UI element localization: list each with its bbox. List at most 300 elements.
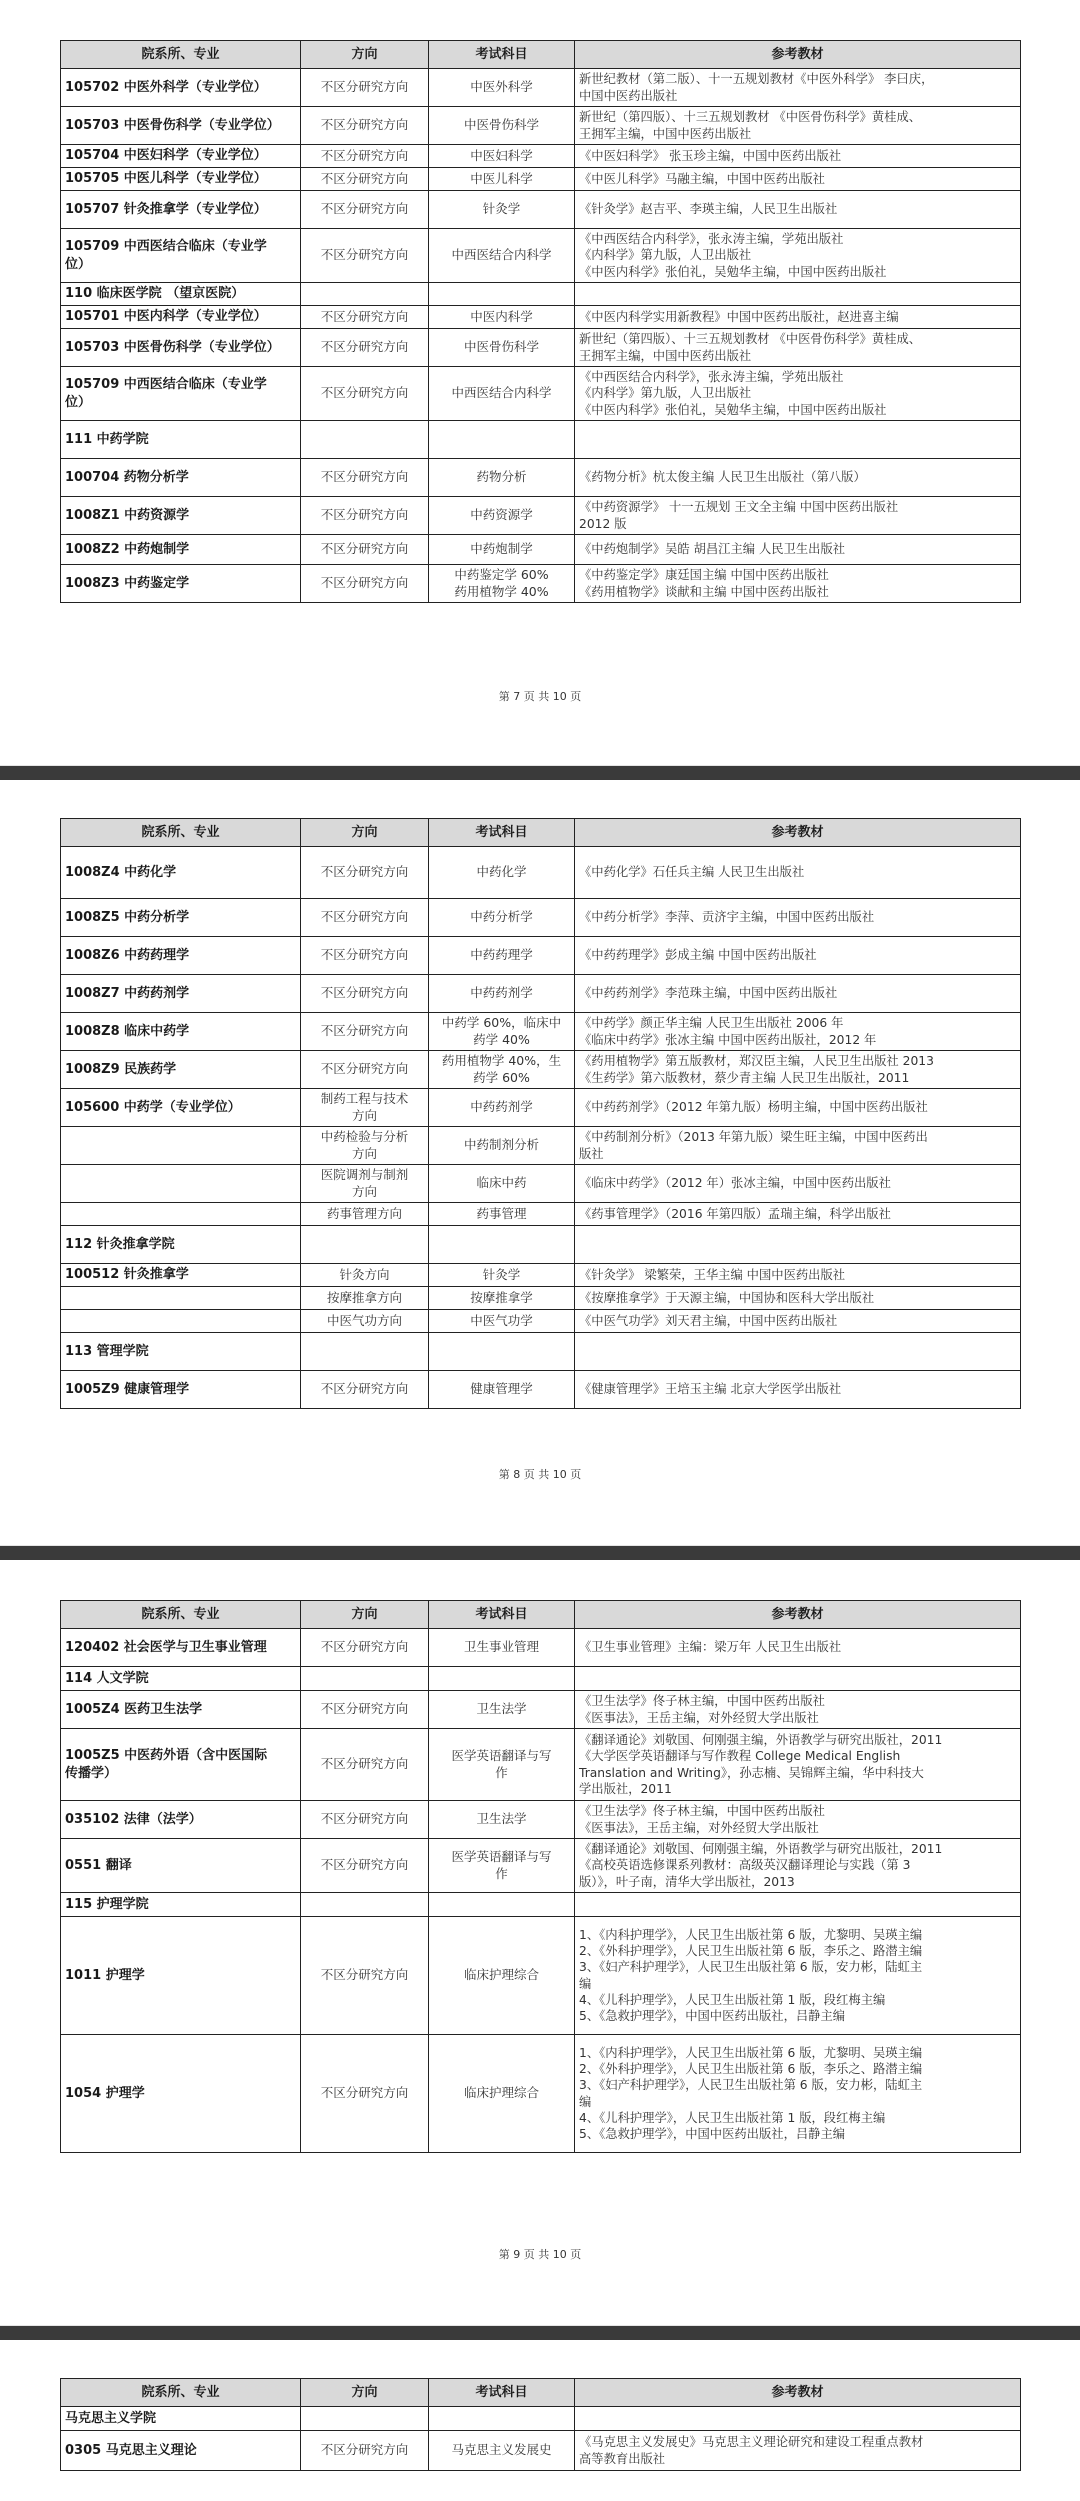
- textbook-cell: [575, 306, 1021, 329]
- cell-line: 《大学医学英语翻译与写作教程 College Medical English: [579, 1749, 901, 1764]
- cell-line: [65, 1205, 296, 1222]
- table-page-8: [60, 818, 1021, 1409]
- cell-line: 0551 翻译: [65, 1857, 132, 1873]
- direction-cell: [301, 168, 429, 191]
- cell-line: [579, 2410, 1016, 2426]
- direction-cell: [301, 1165, 429, 1203]
- cell-line: 1008Z6 中药药理学: [65, 947, 190, 963]
- table-row: [61, 565, 1021, 603]
- table-row: [61, 283, 1021, 306]
- cell-line: 3、《妇产科护理学》，人民卫生出版社第 6 版，安力彬，陆虹主: [579, 1960, 923, 1975]
- cell-line: [305, 1343, 424, 1360]
- cell-line: 不区分研究方向: [320, 1967, 409, 1983]
- subject-cell: [429, 975, 575, 1013]
- cell-line: 120402 社会医学与卫生事业管理: [65, 1639, 267, 1655]
- table-row: [61, 1333, 1021, 1371]
- cell-line: 111 中药学院: [65, 431, 149, 447]
- cell-line: [65, 1289, 296, 1306]
- cell-line: 方向: [351, 1145, 377, 1161]
- dept-cell: [61, 1371, 301, 1409]
- cell-line: 《中药制剂分析》（2013 年第九版）梁生旺主编，中国中医药出: [579, 1130, 928, 1145]
- cell-line: 1008Z7 中药药剂学: [65, 985, 190, 1001]
- cell-line: 105704 中医妇科学（专业学位）: [65, 148, 267, 164]
- direction-cell: [301, 1310, 429, 1333]
- cell-line: 2、《外科护理学》，人民卫生出版社第 6 版，李乐之、路潜主编: [579, 2062, 923, 2077]
- table-row: [61, 107, 1021, 145]
- cell-line: 《中医内科学》张伯礼，吴勉华主编，中国中医药出版社: [579, 264, 887, 279]
- page-footer: 第 9 页 共 10 页: [498, 2248, 582, 2261]
- subject-cell: [429, 1729, 575, 1801]
- table-row: [61, 229, 1021, 283]
- page-9: [0, 1560, 1080, 2325]
- subject-cell: [429, 497, 575, 535]
- cell-line: [433, 286, 570, 303]
- cell-line: [579, 286, 1016, 302]
- cell-line: 《中医内科学》张伯礼，吴勉华主编，中国中医药出版社: [579, 402, 887, 417]
- cell-line: 《按摩推拿学》于天源主编，中国协和医科大学出版社: [579, 1290, 875, 1305]
- cell-line: 《卫生法学》佟子林主编，中国中医药出版社: [579, 1804, 825, 1819]
- table-row: [61, 899, 1021, 937]
- dept-cell: [61, 1127, 301, 1165]
- subject-cell: [429, 168, 575, 191]
- table-row: [61, 1691, 1021, 1729]
- textbook-cell: [575, 107, 1021, 145]
- cell-line: 《中药炮制学》吴皓 胡昌江主编 人民卫生出版社: [579, 542, 846, 557]
- subject-cell: [429, 1333, 575, 1371]
- table-row: [61, 1893, 1021, 1917]
- dept-cell: [61, 283, 301, 306]
- cell-line: 健康管理学: [470, 1381, 533, 1397]
- textbook-cell: [575, 1264, 1021, 1287]
- subject-cell: [429, 2407, 575, 2431]
- direction-cell: [301, 1264, 429, 1287]
- cell-line: 2012 版: [579, 516, 627, 531]
- header-subject: 考试科目: [429, 2379, 575, 2407]
- dept-cell: [61, 2407, 301, 2431]
- cell-line: 不区分研究方向: [320, 1701, 409, 1717]
- cell-line: 112 针灸推拿学院: [65, 1236, 175, 1252]
- cell-line: 《马克思主义发展史》马克思主义理论研究和建设工程重点教材: [579, 2435, 924, 2450]
- cell-line: 中药检验与分析: [320, 1129, 409, 1144]
- cell-line: 中医骨伤科学: [463, 339, 539, 355]
- dept-cell: [61, 191, 301, 229]
- cell-line: 《医事法》，王岳主编，对外经贸大学出版社: [579, 1710, 819, 1725]
- cell-line: 药事管理方向: [326, 1205, 402, 1221]
- cell-line: 针灸学: [482, 1266, 521, 1282]
- cell-line: 制药工程与技术: [320, 1091, 409, 1106]
- cell-line: 0305 马克思主义理论: [65, 2442, 197, 2458]
- table-row: [61, 69, 1021, 107]
- cell-line: 114 人文学院: [65, 1670, 149, 1686]
- cell-line: 不区分研究方向: [320, 507, 409, 523]
- direction-cell: [301, 145, 429, 168]
- dept-cell: [61, 497, 301, 535]
- table-row: [61, 1203, 1021, 1226]
- table-row: [61, 2407, 1021, 2431]
- textbook-cell: [575, 1089, 1021, 1127]
- cell-line: 《中药分析学》李萍、贡济宇主编，中国中医药出版社: [579, 910, 875, 925]
- cell-line: [433, 431, 570, 448]
- direction-cell: [301, 191, 429, 229]
- cell-line: 临床护理综合: [463, 2085, 539, 2101]
- header-direction: 方向: [301, 819, 429, 847]
- header-dept: 院系所、专业: [61, 41, 301, 69]
- cell-line: 4、《儿科护理学》，人民卫生出版社第 1 版，段红梅主编: [579, 1992, 886, 2007]
- header-dept: 院系所、专业: [61, 2379, 301, 2407]
- cell-line: 中药药理学: [470, 947, 533, 963]
- dept-cell: [61, 1917, 301, 2035]
- page-separator: [0, 2325, 1080, 2340]
- direction-cell: [301, 2407, 429, 2431]
- textbook-cell: [575, 2431, 1021, 2471]
- textbook-cell: [575, 1127, 1021, 1165]
- direction-cell: [301, 367, 429, 421]
- table-row: [61, 975, 1021, 1013]
- cell-line: 药学 60%: [473, 1069, 530, 1085]
- page-separator: [0, 765, 1080, 780]
- cell-line: 高等教育出版社: [579, 2451, 666, 2466]
- textbook-cell: [575, 1287, 1021, 1310]
- cell-line: 中药炮制学: [470, 541, 533, 557]
- cell-line: 5、《急救护理学》，中国中医药出版社，吕静主编: [579, 2008, 846, 2023]
- cell-line: 105709 中西医结合临床（专业学: [65, 377, 267, 393]
- table-row: [61, 1013, 1021, 1051]
- table-row: [61, 1839, 1021, 1893]
- subject-cell: [429, 2431, 575, 2471]
- direction-cell: [301, 1226, 429, 1264]
- cell-line: 医院调剂与制剂: [320, 1167, 409, 1182]
- cell-line: [65, 1175, 296, 1192]
- cell-line: 临床护理综合: [463, 1967, 539, 1983]
- dept-cell: [61, 421, 301, 459]
- header-direction: 方向: [301, 41, 429, 69]
- cell-line: 035102 法律（法学）: [65, 1811, 202, 1827]
- header-textbook: 参考教材: [575, 1601, 1021, 1629]
- subject-cell: [429, 145, 575, 168]
- cell-line: 《生药学》第六版教材，蔡少青主编 人民卫生出版社，2011: [579, 1070, 910, 1085]
- cell-line: 不区分研究方向: [320, 469, 409, 485]
- table-row: [61, 937, 1021, 975]
- cell-line: 不区分研究方向: [320, 909, 409, 925]
- cell-line: 中国中医药出版社: [579, 88, 678, 103]
- cell-line: 位）: [65, 394, 92, 410]
- textbook-cell: [575, 1801, 1021, 1839]
- direction-cell: [301, 1667, 429, 1691]
- direction-cell: [301, 535, 429, 565]
- table-row: [61, 306, 1021, 329]
- cell-line: 3、《妇产科护理学》，人民卫生出版社第 6 版，安力彬，陆虹主: [579, 2078, 923, 2093]
- direction-cell: [301, 1287, 429, 1310]
- cell-line: 不区分研究方向: [320, 541, 409, 557]
- table-row: [61, 1051, 1021, 1089]
- cell-line: 针灸方向: [339, 1266, 390, 1282]
- cell-line: 《卫生事业管理》主编：梁万年 人民卫生出版社: [579, 1640, 842, 1655]
- table-row: [61, 1127, 1021, 1165]
- cell-line: 中药药剂学: [470, 985, 533, 1001]
- table-row: [61, 1089, 1021, 1127]
- cell-line: 作: [495, 1764, 508, 1780]
- cell-line: 《中药鉴定学》康廷国主编 中国中医药出版社: [579, 568, 829, 583]
- textbook-cell: [575, 535, 1021, 565]
- cell-line: 药用植物学 40%，生: [441, 1053, 562, 1068]
- direction-cell: [301, 306, 429, 329]
- dept-cell: [61, 459, 301, 497]
- subject-cell: [429, 1127, 575, 1165]
- table-row: [61, 329, 1021, 367]
- dept-cell: [61, 1203, 301, 1226]
- direction-cell: [301, 283, 429, 306]
- cell-line: 中医妇科学: [470, 147, 533, 163]
- dept-cell: [61, 1691, 301, 1729]
- cell-line: 不区分研究方向: [320, 117, 409, 133]
- cell-line: 105600 中药学（专业学位）: [65, 1099, 241, 1115]
- cell-line: 按摩推拿学: [470, 1289, 533, 1305]
- cell-line: 医学英语翻译与写: [451, 1849, 552, 1864]
- page-10: [0, 2340, 1080, 2501]
- header-subject: 考试科目: [429, 819, 575, 847]
- table-row: [61, 145, 1021, 168]
- textbook-cell: [575, 937, 1021, 975]
- cell-line: [433, 2410, 570, 2427]
- direction-cell: [301, 1371, 429, 1409]
- table-row: [61, 1629, 1021, 1667]
- cell-line: 105707 针灸推拿学（专业学位）: [65, 201, 267, 217]
- cell-line: 版）》，叶子南，清华大学出版社，2013: [579, 1874, 795, 1889]
- dept-cell: [61, 1333, 301, 1371]
- cell-line: [579, 1343, 1016, 1359]
- subject-cell: [429, 1287, 575, 1310]
- cell-line: 不区分研究方向: [320, 147, 409, 163]
- cell-line: 《中医儿科学》马融主编，中国中医药出版社: [579, 171, 825, 186]
- cell-line: 不区分研究方向: [320, 575, 409, 591]
- cell-line: 中西医结合内科学: [451, 385, 552, 401]
- cell-line: 《中医气功学》刘天君主编，中国中医药出版社: [579, 1313, 838, 1328]
- cell-line: 《中药药剂学》（2012 年第九版）杨明主编，中国中医药出版社: [579, 1100, 928, 1115]
- textbook-cell: [575, 2407, 1021, 2431]
- page-separator: [0, 1545, 1080, 1560]
- dept-cell: [61, 1013, 301, 1051]
- table-row: [61, 421, 1021, 459]
- direction-cell: [301, 459, 429, 497]
- cell-line: 不区分研究方向: [320, 339, 409, 355]
- direction-cell: [301, 937, 429, 975]
- direction-cell: [301, 1691, 429, 1729]
- direction-cell: [301, 2431, 429, 2471]
- direction-cell: [301, 975, 429, 1013]
- cell-line: 《临床中药学》张冰主编 中国中医药出版社，2012 年: [579, 1032, 877, 1047]
- cell-line: 编: [579, 2094, 592, 2109]
- dept-cell: [61, 899, 301, 937]
- dept-cell: [61, 1264, 301, 1287]
- header-dept: 院系所、专业: [61, 1601, 301, 1629]
- textbook-cell: [575, 168, 1021, 191]
- cell-line: 不区分研究方向: [320, 201, 409, 217]
- direction-cell: [301, 1013, 429, 1051]
- cell-line: 不区分研究方向: [320, 79, 409, 95]
- table-row: [61, 459, 1021, 497]
- cell-line: 1008Z5 中药分析学: [65, 909, 190, 925]
- cell-line: 位）: [65, 256, 92, 272]
- cell-line: 105703 中医骨伤科学（专业学位）: [65, 117, 280, 133]
- cell-line: 《中西医结合内科学》，张永涛主编，学苑出版社: [579, 370, 844, 385]
- cell-line: 卫生法学: [476, 1811, 527, 1827]
- dept-cell: [61, 329, 301, 367]
- textbook-cell: [575, 899, 1021, 937]
- cell-line: 按摩推拿方向: [326, 1289, 402, 1305]
- cell-line: 115 护理学院: [65, 1896, 149, 1912]
- table-row: [61, 191, 1021, 229]
- cell-line: 113 管理学院: [65, 1343, 149, 1359]
- cell-line: 不区分研究方向: [320, 2085, 409, 2101]
- dept-cell: [61, 145, 301, 168]
- cell-line: 5、《急救护理学》，中国中医药出版社，吕静主编: [579, 2126, 846, 2141]
- textbook-cell: [575, 1165, 1021, 1203]
- table-row: [61, 1667, 1021, 1691]
- direction-cell: [301, 1089, 429, 1127]
- cell-line: 1、《内科护理学》，人民卫生出版社第 6 版，尤黎明、吴瑛主编: [579, 1927, 923, 1942]
- textbook-cell: [575, 1667, 1021, 1691]
- subject-cell: [429, 1089, 575, 1127]
- cell-line: [579, 1896, 1016, 1912]
- cell-line: Translation and Writing》，孙志楠、吴锦辉主编，华中科技大: [579, 1765, 924, 1780]
- table-row: [61, 535, 1021, 565]
- cell-line: [305, 2410, 424, 2427]
- cell-line: 《针灸学》赵吉平、李瑛主编，人民卫生出版社: [579, 202, 838, 217]
- cell-line: 《医事法》，王岳主编，对外经贸大学出版社: [579, 1820, 819, 1835]
- page-7: [0, 0, 1080, 765]
- cell-line: 临床中药: [476, 1175, 527, 1191]
- cell-line: 药事管理: [476, 1205, 527, 1221]
- subject-cell: [429, 1893, 575, 1917]
- header-textbook: 参考教材: [575, 41, 1021, 69]
- direction-cell: [301, 1839, 429, 1893]
- table-row: [61, 1287, 1021, 1310]
- textbook-cell: [575, 1013, 1021, 1051]
- cell-line: 不区分研究方向: [320, 308, 409, 324]
- direction-cell: [301, 229, 429, 283]
- cell-line: [305, 1896, 424, 1913]
- dept-cell: [61, 2035, 301, 2153]
- textbook-cell: [575, 421, 1021, 459]
- subject-cell: [429, 1203, 575, 1226]
- header-textbook: 参考教材: [575, 2379, 1021, 2407]
- cell-line: 传播学）: [65, 1765, 118, 1781]
- cell-line: 卫生法学: [476, 1701, 527, 1717]
- cell-line: 中药化学: [476, 864, 527, 880]
- subject-cell: [429, 1691, 575, 1729]
- cell-line: 《药物分析》杭太俊主编 人民卫生出版社（第八版）: [579, 470, 866, 485]
- cell-line: 《卫生法学》佟子林主编，中国中医药出版社: [579, 1694, 825, 1709]
- cell-line: 《中医内科学实用新教程》中国中医药出版社，赵进喜主编: [579, 309, 899, 324]
- cell-line: 中西医结合内科学: [451, 247, 552, 263]
- cell-line: [65, 1312, 296, 1329]
- cell-line: 不区分研究方向: [320, 1857, 409, 1873]
- table-row: [61, 2035, 1021, 2153]
- dept-cell: [61, 306, 301, 329]
- direction-cell: [301, 1729, 429, 1801]
- direction-cell: [301, 1801, 429, 1839]
- cell-line: 医学英语翻译与写: [451, 1748, 552, 1763]
- table-row: [61, 497, 1021, 535]
- cell-line: [579, 1236, 1016, 1252]
- cell-line: 王拥军主编，中国中医药出版社: [579, 348, 752, 363]
- cell-line: 中药药剂学: [470, 1099, 533, 1115]
- dept-cell: [61, 1287, 301, 1310]
- subject-cell: [429, 847, 575, 899]
- header-direction: 方向: [301, 1601, 429, 1629]
- direction-cell: [301, 1051, 429, 1089]
- cell-line: 方向: [351, 1107, 377, 1123]
- dept-cell: [61, 229, 301, 283]
- cell-line: 1、《内科护理学》，人民卫生出版社第 6 版，尤黎明、吴瑛主编: [579, 2045, 923, 2060]
- subject-cell: [429, 459, 575, 497]
- cell-line: 1005Z4 医药卫生法学: [65, 1701, 203, 1717]
- dept-cell: [61, 1629, 301, 1667]
- cell-line: 马克思主义发展史: [451, 2442, 552, 2458]
- textbook-cell: [575, 1839, 1021, 1893]
- dept-cell: [61, 69, 301, 107]
- subject-cell: [429, 283, 575, 306]
- cell-line: 中药学 60%，临床中: [441, 1015, 562, 1030]
- subject-cell: [429, 1310, 575, 1333]
- subject-cell: [429, 2035, 575, 2153]
- cell-line: 不区分研究方向: [320, 1061, 409, 1077]
- direction-cell: [301, 899, 429, 937]
- cell-line: 1011 护理学: [65, 1967, 145, 1983]
- cell-line: 1054 护理学: [65, 2085, 145, 2101]
- cell-line: 药用植物学 40%: [454, 583, 549, 599]
- cell-line: 1008Z1 中药资源学: [65, 507, 190, 523]
- table-row: [61, 847, 1021, 899]
- cell-line: 不区分研究方向: [320, 2442, 409, 2458]
- cell-line: 新世纪（第四版）、十三五规划教材 《中医骨伤科学》黄桂成、: [579, 332, 922, 347]
- direction-cell: [301, 2035, 429, 2153]
- cell-line: 中医内科学: [470, 308, 533, 324]
- dept-cell: [61, 107, 301, 145]
- dept-cell: [61, 535, 301, 565]
- cell-line: 《高校英语选修课系列教材：高级英汉翻译理论与实践（第 3: [579, 1858, 911, 1873]
- page-footer: 第 7 页 共 10 页: [498, 690, 582, 703]
- cell-line: 105703 中医骨伤科学（专业学位）: [65, 339, 280, 355]
- dept-cell: [61, 1165, 301, 1203]
- textbook-cell: [575, 497, 1021, 535]
- cell-line: 《中药学》颜正华主编 人民卫生出版社 2006 年: [579, 1016, 844, 1031]
- header-dept: 院系所、专业: [61, 819, 301, 847]
- cell-line: 不区分研究方向: [320, 170, 409, 186]
- cell-line: 中药鉴定学 60%: [454, 567, 549, 582]
- header-textbook: 参考教材: [575, 819, 1021, 847]
- cell-line: 中药资源学: [470, 507, 533, 523]
- subject-cell: [429, 1165, 575, 1203]
- cell-line: 不区分研究方向: [320, 1023, 409, 1039]
- cell-line: 100512 针灸推拿学: [65, 1267, 189, 1283]
- cell-line: 1005Z9 健康管理学: [65, 1381, 190, 1397]
- table-row: [61, 1310, 1021, 1333]
- cell-line: 《药用植物学》第五版教材，郑汉臣主编，人民卫生出版社 2013: [579, 1054, 934, 1069]
- direction-cell: [301, 847, 429, 899]
- cell-line: 针灸学: [482, 201, 521, 217]
- cell-line: 1008Z3 中药鉴定学: [65, 575, 190, 591]
- table-page-9: [60, 1600, 1021, 2153]
- cell-line: 不区分研究方向: [320, 947, 409, 963]
- subject-cell: [429, 937, 575, 975]
- cell-line: 105709 中西医结合临床（专业学: [65, 239, 267, 255]
- table-row: [61, 168, 1021, 191]
- dept-cell: [61, 1801, 301, 1839]
- textbook-cell: [575, 847, 1021, 899]
- textbook-cell: [575, 1917, 1021, 2035]
- cell-line: 《药用植物学》谈献和主编 中国中医药出版社: [579, 584, 829, 599]
